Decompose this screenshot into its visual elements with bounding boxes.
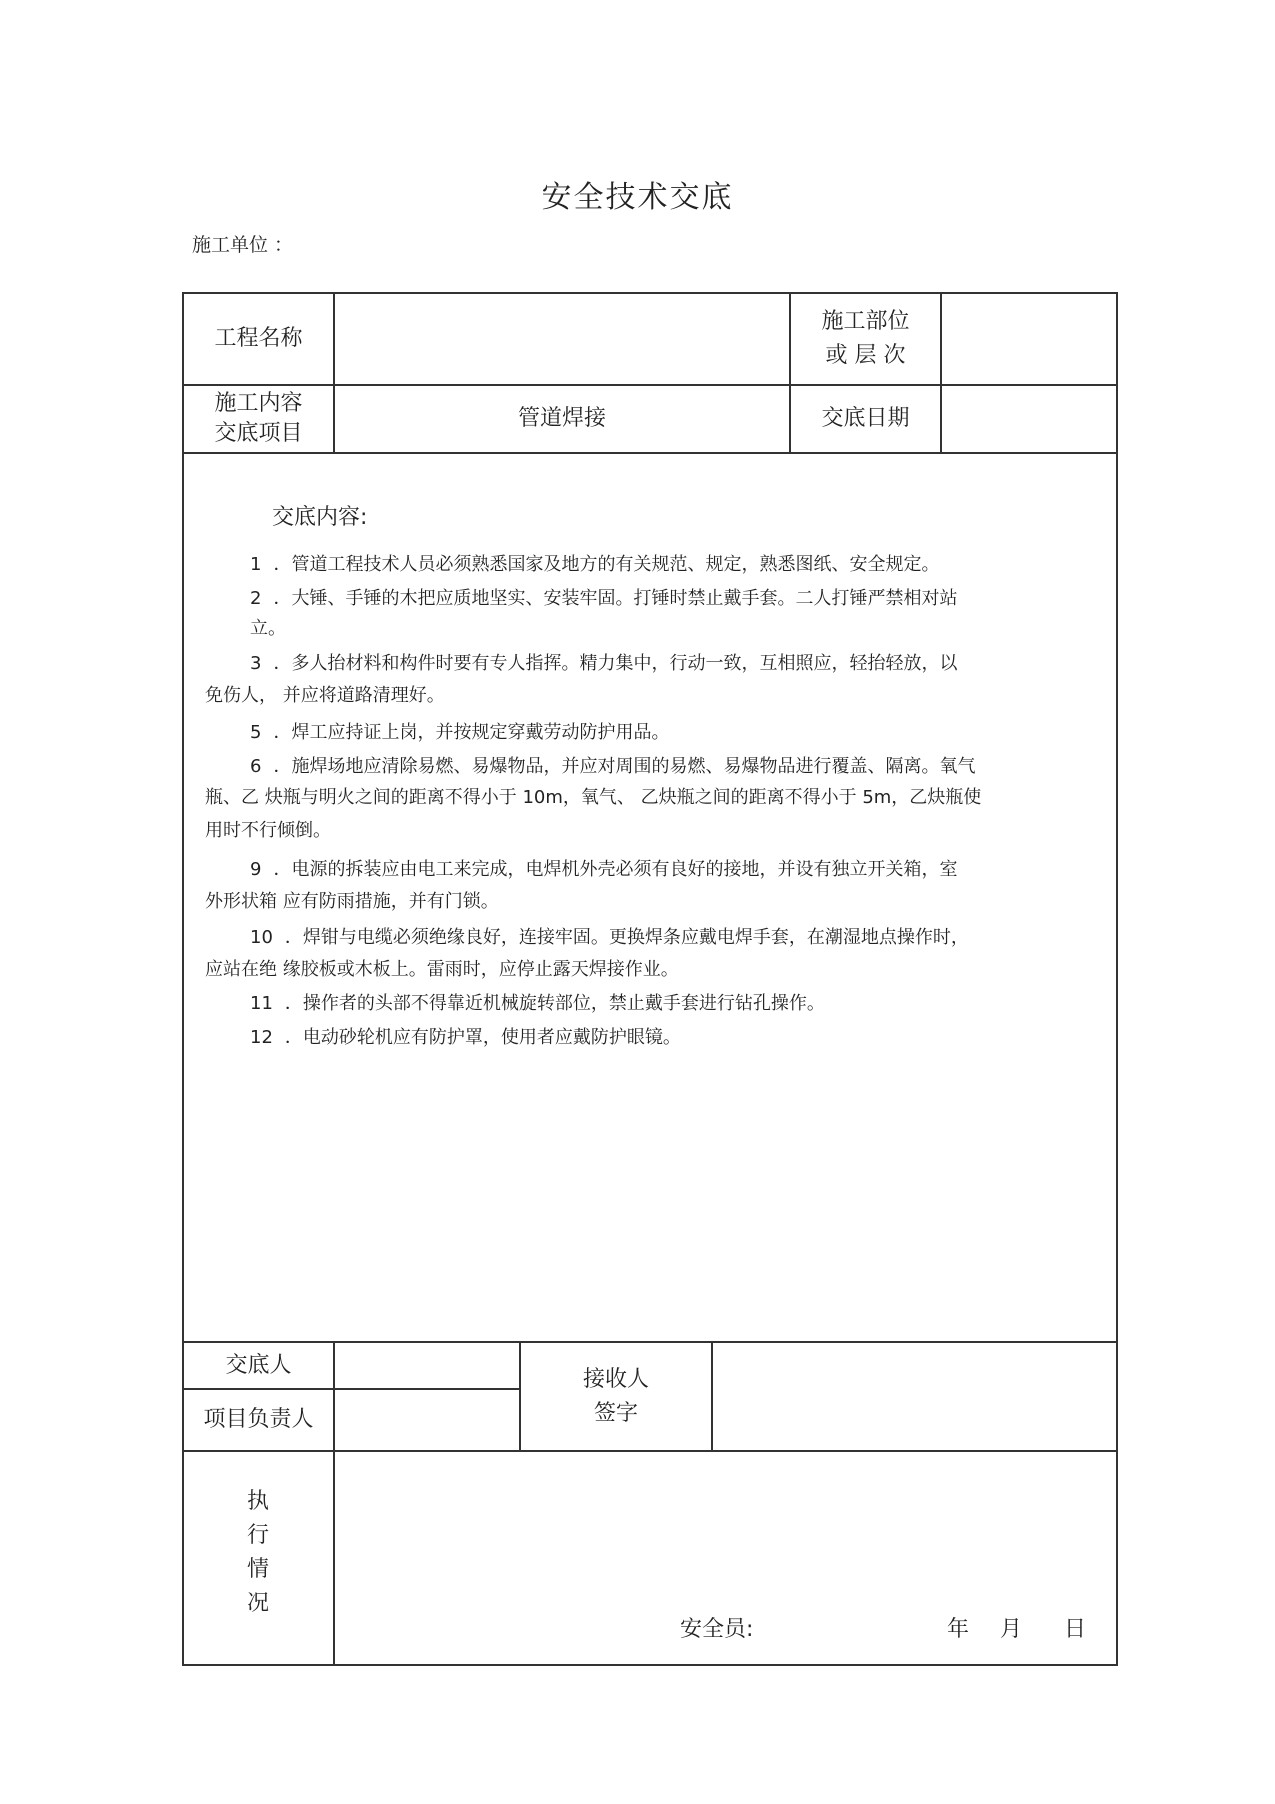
item-number: 2 <box>250 588 262 609</box>
execution-label-char: 执 <box>246 1489 269 1514</box>
item-number: 10 <box>250 927 273 948</box>
list-item <box>250 549 939 580</box>
document-title: 安全技术交底 <box>541 180 734 215</box>
date-label: 交底日期 <box>821 406 910 431</box>
list-item <box>250 751 975 782</box>
execution-label <box>183 1485 333 1621</box>
content-heading: 交底内容: <box>272 505 368 530</box>
item-text-continued: 应站在绝 缘胶板或木板上。雷雨时，应停止露天焊接作业。 <box>205 959 679 980</box>
execution-label-char: 况 <box>246 1591 269 1616</box>
safety-officer-label: 安全员: <box>680 1617 754 1642</box>
item-text: ．电源的拆装应由电工来完成，电焊机外壳必须有良好的接地，并设有独立开关箱，室 <box>273 859 958 880</box>
item-number: 1 <box>250 554 262 575</box>
project-name-label: 工程名称 <box>214 326 303 351</box>
item-text: ．操作者的头部不得靠近机械旋转部位，禁止戴手套进行钻孔操作。 <box>284 993 825 1014</box>
item-text: ．管道工程技术人员必须熟悉国家及地方的有关规范、规定，熟悉图纸、安全规定。 <box>273 554 940 575</box>
location-label-line1: 施工部位 <box>821 309 910 334</box>
item-number: 9 <box>250 859 262 880</box>
location-label <box>791 294 940 384</box>
location-label-line2: 或 层 次 <box>825 343 906 368</box>
item-text-continued: 立。 <box>250 618 286 639</box>
list-item <box>250 583 957 614</box>
item-number: 11 <box>250 993 273 1014</box>
item-text-continued: 用时不行倾倒。 <box>205 820 331 841</box>
day-label: 日 <box>1064 1617 1087 1642</box>
item-text: ．大锤、手锤的木把应质地坚实、安装牢固。打锤时禁止戴手套。二人打锤严禁相对站 <box>273 588 958 609</box>
item-value[interactable]: 管道焊接 <box>517 406 606 431</box>
receiver-label-line1: 接收人 <box>582 1366 649 1392</box>
project-name-value[interactable] <box>335 294 789 384</box>
list-item <box>250 648 957 679</box>
construction-unit-label: 施工单位 ： <box>192 234 294 256</box>
item-number: 6 <box>250 756 262 777</box>
item-text: ．多人抬材料和构件时要有专人指挥。精力集中，行动一致，互相照应，轻抬轻放，以 <box>273 653 958 674</box>
receiver-label <box>521 1343 711 1450</box>
item-text-continued: 瓶、乙 炔瓶与明火之间的距离不得小于 10m，氧气、 乙炔瓶之间的距离不得小于 5m，乙炔瓶使 <box>205 787 982 808</box>
presenter-signature[interactable] <box>335 1343 519 1388</box>
list-item <box>250 854 957 885</box>
date-value[interactable] <box>942 386 1116 452</box>
item-number: 3 <box>250 653 262 674</box>
item-text-continued: 免伤人， 并应将道路清理好。 <box>205 685 445 706</box>
item-text: ．焊钳与电缆必须绝缘良好，连接牢固。更换焊条应戴电焊手套，在潮湿地点操作时， <box>284 927 969 948</box>
item-text: ．焊工应持证上岗，并按规定穿戴劳动防护用品。 <box>273 722 670 743</box>
list-item <box>250 1022 681 1053</box>
list-item <box>250 717 669 748</box>
list-item <box>250 922 969 953</box>
manager-label: 项目负责人 <box>203 1407 314 1432</box>
item-number: 12 <box>250 1027 273 1048</box>
item-label-line1: 施工内容 <box>214 391 303 416</box>
receiver-label-line2: 签字 <box>593 1400 638 1426</box>
item-number: 5 <box>250 722 262 743</box>
receiver-signature[interactable] <box>713 1343 1116 1450</box>
presenter-label: 交底人 <box>225 1352 292 1378</box>
execution-label-char: 情 <box>246 1557 269 1582</box>
location-value[interactable] <box>942 294 1116 384</box>
list-item <box>250 988 825 1019</box>
execution-label-char: 行 <box>246 1523 269 1548</box>
item-text-continued: 外形状箱 应有防雨措施，并有门锁。 <box>205 891 499 912</box>
month-label: 月 <box>1000 1617 1023 1642</box>
item-label-line2: 交底项目 <box>214 421 303 446</box>
manager-signature[interactable] <box>335 1390 519 1450</box>
item-text: ．电动砂轮机应有防护罩，使用者应戴防护眼镜。 <box>284 1027 681 1048</box>
item-text: ．施焊场地应清除易燃、易爆物品，并应对周围的易燃、易爆物品进行覆盖、隔离。氧气 <box>273 756 976 777</box>
item-label <box>184 386 333 452</box>
year-label: 年 <box>947 1617 970 1642</box>
